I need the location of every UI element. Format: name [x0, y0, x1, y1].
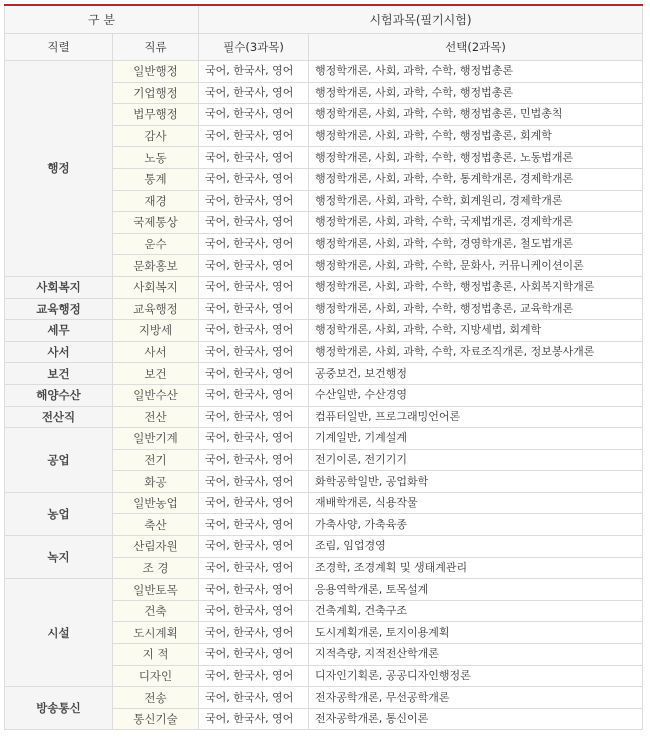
table-row [5, 384, 643, 406]
class-cell: 조 경 [113, 557, 199, 579]
elective-subjects-cell: 전자공학개론, 통신이론 [309, 708, 643, 730]
class-cell: 디자인 [113, 665, 199, 687]
required-subjects-cell: 국어, 한국사, 영어 [199, 363, 309, 385]
required-subjects-cell: 국어, 한국사, 영어 [199, 212, 309, 234]
elective-subjects-cell: 행정학개론, 사회, 과학, 수학, 행정법총론, 교육학개론 [309, 298, 643, 320]
required-subjects-cell: 국어, 한국사, 영어 [199, 557, 309, 579]
class-cell: 사회복지 [113, 276, 199, 298]
required-subjects-cell: 국어, 한국사, 영어 [199, 233, 309, 255]
required-subjects-cell: 국어, 한국사, 영어 [199, 320, 309, 342]
series-cell: 시설 [5, 579, 113, 687]
elective-subjects-cell: 전기이론, 전기기기 [309, 449, 643, 471]
elective-subjects-cell: 행정학개론, 사회, 과학, 수학, 통계학개론, 경제학개론 [309, 168, 643, 190]
elective-column-header: 선택(2과목) [309, 34, 643, 61]
required-subjects-cell: 국어, 한국사, 영어 [199, 298, 309, 320]
required-subjects-cell: 국어, 한국사, 영어 [199, 622, 309, 644]
elective-subjects-cell: 행정학개론, 사회, 과학, 수학, 행정법총론 [309, 82, 643, 104]
elective-subjects-cell: 도시계획개론, 토지이용계획 [309, 622, 643, 644]
required-subjects-cell: 국어, 한국사, 영어 [199, 665, 309, 687]
elective-subjects-cell: 건축계획, 건축구조 [309, 600, 643, 622]
elective-subjects-cell: 응용역학개론, 토목설계 [309, 579, 643, 601]
category-header: 구 분 [5, 5, 199, 34]
class-cell: 화공 [113, 471, 199, 493]
required-subjects-cell: 국어, 한국사, 영어 [199, 449, 309, 471]
class-cell: 축산 [113, 514, 199, 536]
series-cell: 녹지 [5, 536, 113, 579]
class-cell: 전산 [113, 406, 199, 428]
elective-subjects-cell: 재배학개론, 식용작물 [309, 492, 643, 514]
class-cell: 지 적 [113, 644, 199, 666]
elective-subjects-cell: 행정학개론, 사회, 과학, 수학, 경영학개론, 철도법개론 [309, 233, 643, 255]
table-row [5, 320, 643, 342]
elective-subjects-cell: 행정학개론, 사회, 과학, 수학, 행정법총론 [309, 61, 643, 83]
class-cell: 일반농업 [113, 492, 199, 514]
table-body [5, 61, 643, 730]
class-cell: 지방세 [113, 320, 199, 342]
class-cell: 통계 [113, 168, 199, 190]
required-subjects-cell: 국어, 한국사, 영어 [199, 536, 309, 558]
elective-subjects-cell: 행정학개론, 사회, 과학, 수학, 행정법총론, 노동법개론 [309, 147, 643, 169]
table-row [5, 276, 643, 298]
elective-subjects-cell: 수산일반, 수산경영 [309, 384, 643, 406]
required-subjects-cell: 국어, 한국사, 영어 [199, 125, 309, 147]
series-cell: 세무 [5, 320, 113, 342]
required-subjects-cell: 국어, 한국사, 영어 [199, 384, 309, 406]
elective-subjects-cell: 행정학개론, 사회, 과학, 수학, 행정법총론, 회계학 [309, 125, 643, 147]
elective-subjects-cell: 디자인기획론, 공공디자인행정론 [309, 665, 643, 687]
class-cell: 문화홍보 [113, 255, 199, 277]
required-subjects-cell: 국어, 한국사, 영어 [199, 168, 309, 190]
elective-subjects-cell: 지적측량, 지적전산학개론 [309, 644, 643, 666]
class-cell: 재경 [113, 190, 199, 212]
header-row-sub [5, 34, 643, 61]
class-cell: 전기 [113, 449, 199, 471]
required-subjects-cell: 국어, 한국사, 영어 [199, 190, 309, 212]
class-cell: 전송 [113, 687, 199, 709]
table-row [5, 406, 643, 428]
required-subjects-cell: 국어, 한국사, 영어 [199, 428, 309, 450]
elective-subjects-cell: 행정학개론, 사회, 과학, 수학, 자료조직개론, 정보봉사개론 [309, 341, 643, 363]
elective-subjects-cell: 전자공학개론, 무선공학개론 [309, 687, 643, 709]
elective-subjects-cell: 조림, 임업경영 [309, 536, 643, 558]
exam-subjects-table [4, 4, 643, 730]
elective-subjects-cell: 조경학, 조경계획 및 생태계관리 [309, 557, 643, 579]
required-subjects-cell: 국어, 한국사, 영어 [199, 492, 309, 514]
table-row [5, 687, 643, 709]
series-cell: 농업 [5, 492, 113, 535]
table-row [5, 428, 643, 450]
required-subjects-cell: 국어, 한국사, 영어 [199, 61, 309, 83]
required-subjects-cell: 국어, 한국사, 영어 [199, 255, 309, 277]
table-row [5, 298, 643, 320]
class-cell: 산림자원 [113, 536, 199, 558]
required-subjects-cell: 국어, 한국사, 영어 [199, 147, 309, 169]
required-subjects-cell: 국어, 한국사, 영어 [199, 687, 309, 709]
required-subjects-cell: 국어, 한국사, 영어 [199, 276, 309, 298]
elective-subjects-cell: 행정학개론, 사회, 과학, 수학, 회계원리, 경제학개론 [309, 190, 643, 212]
table-row [5, 492, 643, 514]
elective-subjects-cell: 행정학개론, 사회, 과학, 수학, 행정법총론, 민법총칙 [309, 104, 643, 126]
table-row [5, 579, 643, 601]
required-column-header: 필수(3과목) [199, 34, 309, 61]
series-cell: 사회복지 [5, 276, 113, 298]
series-cell: 행정 [5, 61, 113, 277]
required-subjects-cell: 국어, 한국사, 영어 [199, 104, 309, 126]
elective-subjects-cell: 화학공학일반, 공업화학 [309, 471, 643, 493]
required-subjects-cell: 국어, 한국사, 영어 [199, 471, 309, 493]
required-subjects-cell: 국어, 한국사, 영어 [199, 708, 309, 730]
elective-subjects-cell: 행정학개론, 사회, 과학, 수학, 문화사, 커뮤니케이션이론 [309, 255, 643, 277]
class-cell: 도시계획 [113, 622, 199, 644]
series-cell: 방송통신 [5, 687, 113, 730]
elective-subjects-cell: 컴퓨터일반, 프로그래밍언어론 [309, 406, 643, 428]
series-cell: 사서 [5, 341, 113, 363]
elective-subjects-cell: 기계일반, 기계설계 [309, 428, 643, 450]
class-cell: 일반행정 [113, 61, 199, 83]
elective-subjects-cell: 행정학개론, 사회, 과학, 수학, 행정법총론, 사회복지학개론 [309, 276, 643, 298]
required-subjects-cell: 국어, 한국사, 영어 [199, 82, 309, 104]
class-cell: 감사 [113, 125, 199, 147]
required-subjects-cell: 국어, 한국사, 영어 [199, 341, 309, 363]
table-row [5, 61, 643, 83]
class-cell: 통신기술 [113, 708, 199, 730]
series-cell: 전산직 [5, 406, 113, 428]
series-cell: 교육행정 [5, 298, 113, 320]
table-header [5, 5, 643, 61]
required-subjects-cell: 국어, 한국사, 영어 [199, 406, 309, 428]
class-cell: 법무행정 [113, 104, 199, 126]
class-cell: 사서 [113, 341, 199, 363]
required-subjects-cell: 국어, 한국사, 영어 [199, 644, 309, 666]
header-row-top [5, 5, 643, 34]
class-cell: 국제통상 [113, 212, 199, 234]
table-row [5, 536, 643, 558]
table-row [5, 341, 643, 363]
class-cell: 교육행정 [113, 298, 199, 320]
class-cell: 기업행정 [113, 82, 199, 104]
class-column-header: 직류 [113, 34, 199, 61]
class-cell: 일반수산 [113, 384, 199, 406]
series-column-header: 직렬 [5, 34, 113, 61]
required-subjects-cell: 국어, 한국사, 영어 [199, 600, 309, 622]
table-row [5, 363, 643, 385]
class-cell: 노동 [113, 147, 199, 169]
elective-subjects-cell: 행정학개론, 사회, 과학, 수학, 지방세법, 회계학 [309, 320, 643, 342]
subjects-title-header: 시험과목(필기시험) [199, 5, 643, 34]
class-cell: 일반토목 [113, 579, 199, 601]
series-cell: 해양수산 [5, 384, 113, 406]
exam-subjects-table-wrapper [4, 4, 642, 730]
elective-subjects-cell: 공중보건, 보건행정 [309, 363, 643, 385]
class-cell: 일반기계 [113, 428, 199, 450]
class-cell: 보건 [113, 363, 199, 385]
elective-subjects-cell: 행정학개론, 사회, 과학, 수학, 국제법개론, 경제학개론 [309, 212, 643, 234]
elective-subjects-cell: 가축사양, 가축육종 [309, 514, 643, 536]
required-subjects-cell: 국어, 한국사, 영어 [199, 579, 309, 601]
class-cell: 건축 [113, 600, 199, 622]
series-cell: 보건 [5, 363, 113, 385]
series-cell: 공업 [5, 428, 113, 493]
class-cell: 운수 [113, 233, 199, 255]
required-subjects-cell: 국어, 한국사, 영어 [199, 514, 309, 536]
